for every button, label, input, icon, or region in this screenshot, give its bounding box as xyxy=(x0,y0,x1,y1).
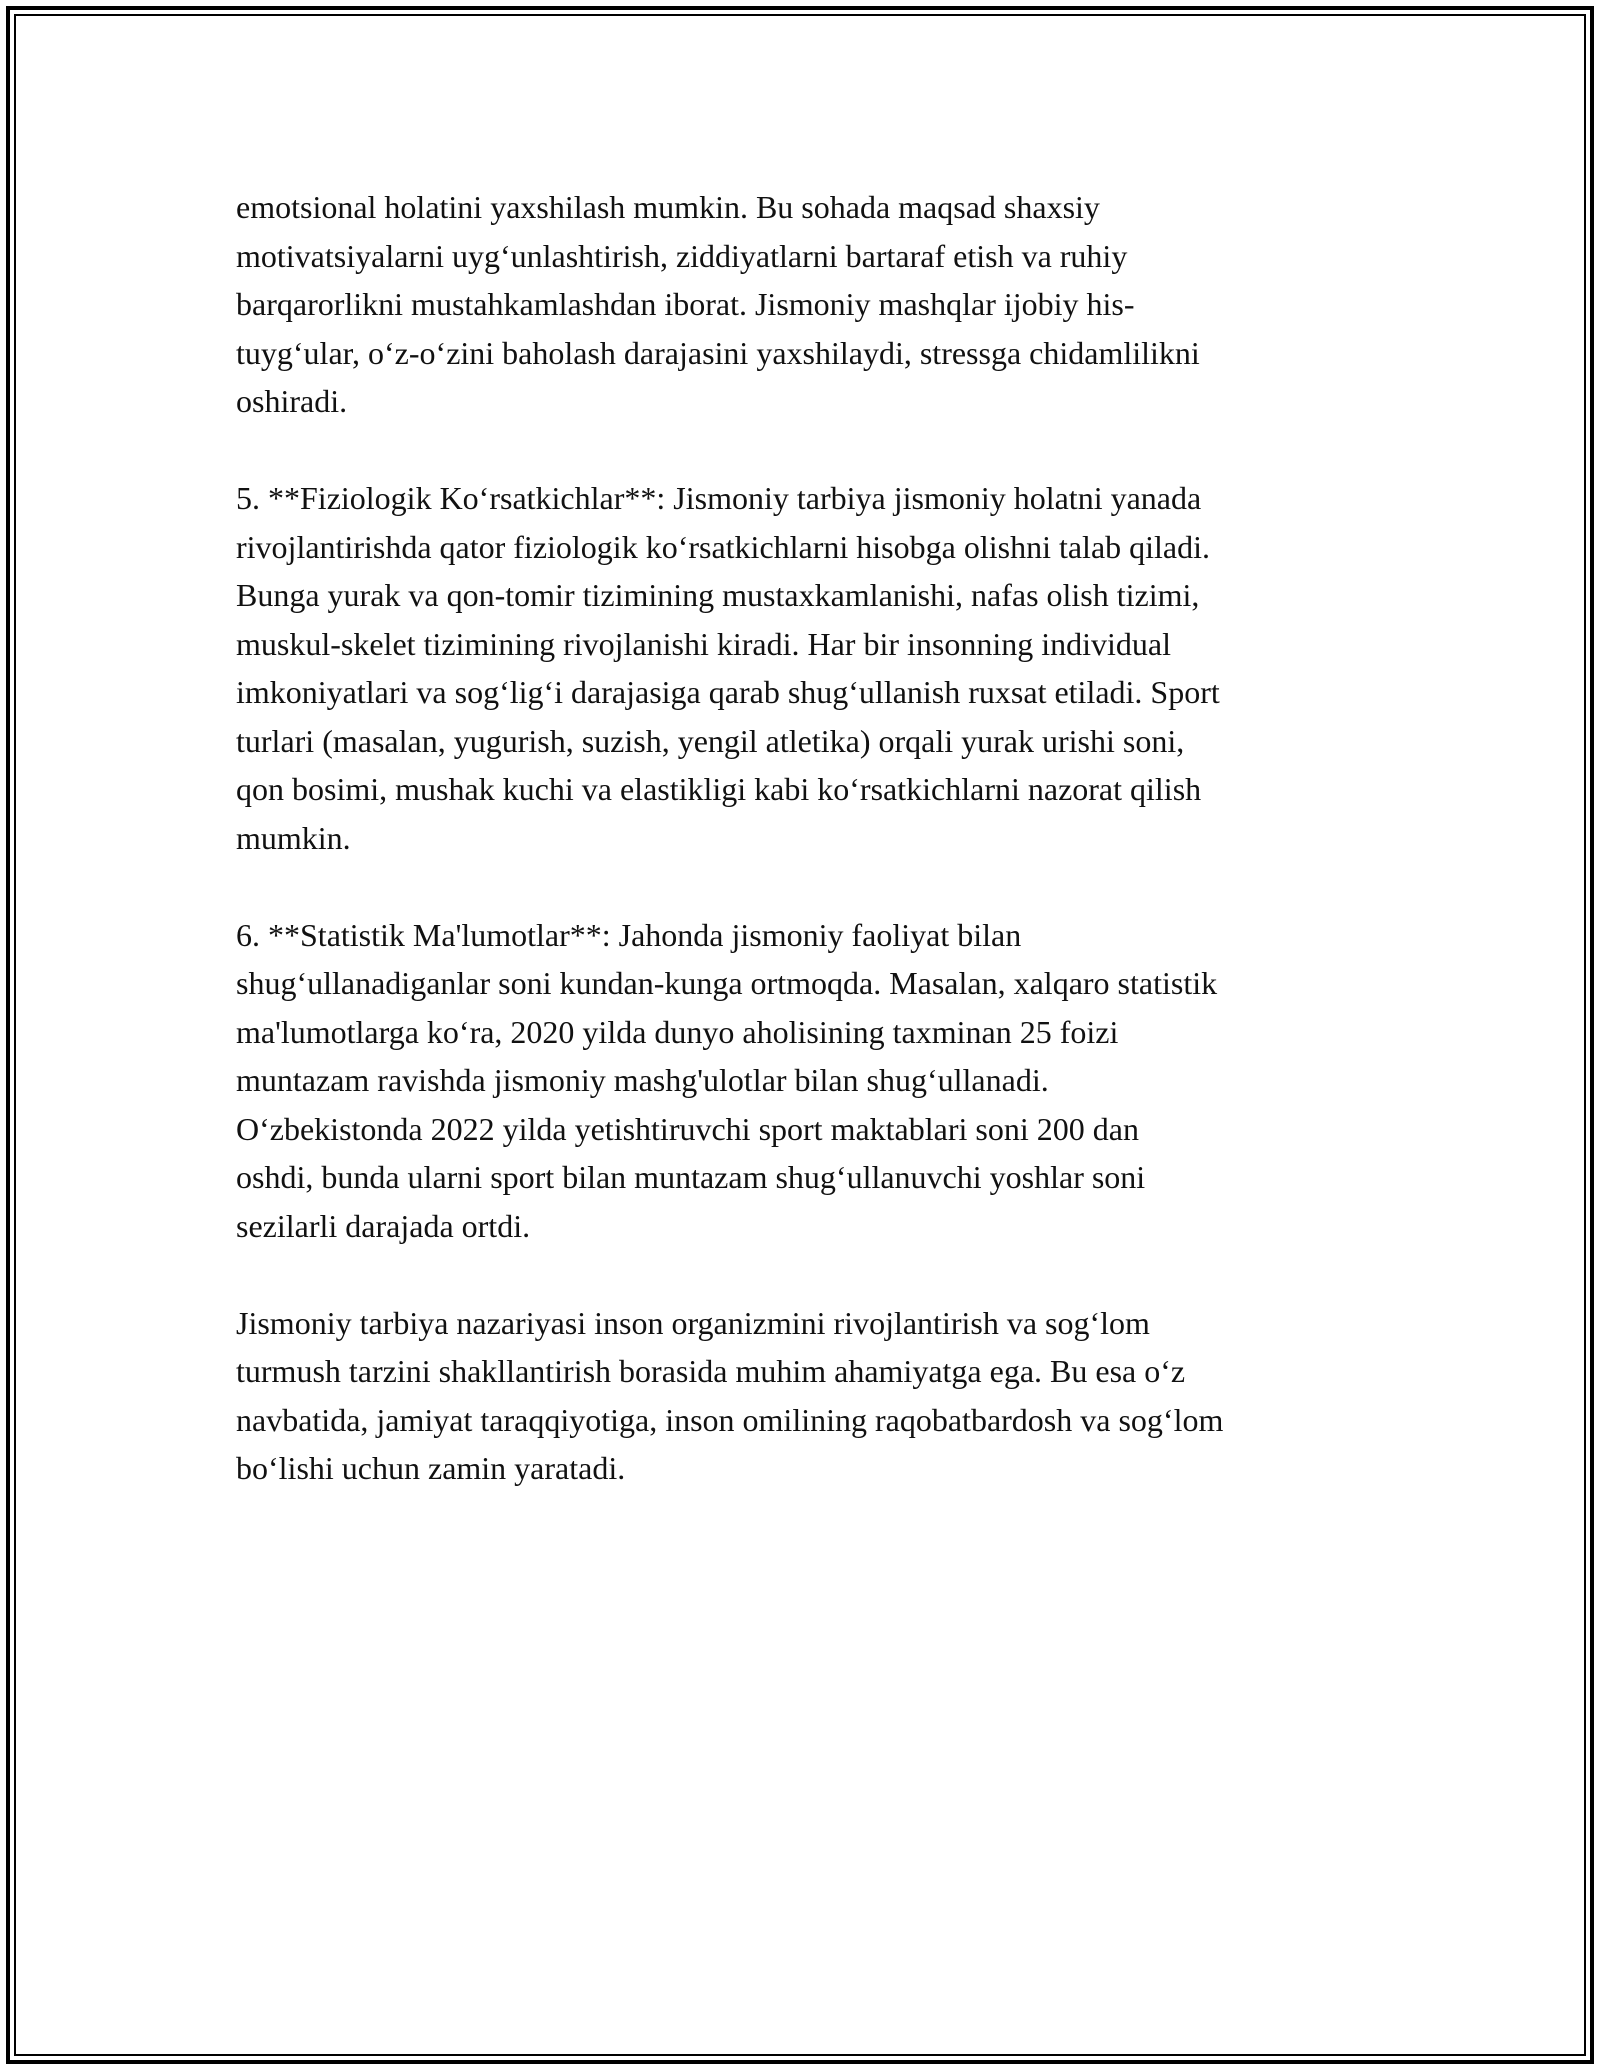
text-line: mumkin. xyxy=(236,819,351,856)
text-line: motivatsiyalarni uyg‘unlashtirish, ziddiyatlarni bartaraf etish va ruhiy xyxy=(236,237,1128,274)
paragraph-emotional-state xyxy=(236,183,1371,426)
text-line: qon bosimi, mushak kuchi va elastikligi kabi ko‘rsatkichlarni nazorat qilish xyxy=(236,771,1202,807)
text-line: muskul-skelet tizimining rivojlanishi kiradi. Har bir insonning individual xyxy=(236,625,1171,662)
text-line: turmush tarzini shakllantirish borasida muhim ahamiyatga ega. Bu esa o‘z xyxy=(236,1353,1186,1389)
text-line: turlari (masalan, yugurish, suzish, yengil atletika) orqali yurak urishi soni, xyxy=(236,722,1185,759)
text-line: oshiradi. xyxy=(236,383,348,419)
text-line: Bunga yurak va qon-tomir tizimining mustaxkamlanishi, nafas olish tizimi, xyxy=(236,577,1200,613)
text-line: rivojlantirishda qator fiziologik ko‘rsatkichlarni hisobga olishni talab qiladi. xyxy=(236,528,1211,565)
text-line: imkoniyatlari va sog‘lig‘i darajasiga qarab shug‘ullanish ruxsat etiladi. Sport xyxy=(236,674,1220,710)
text-line: navbatida, jamiyat taraqqiyotiga, inson omilining raqobatbardosh va sog‘lom xyxy=(236,1401,1224,1438)
text-line: 5. **Fiziologik Ko‘rsatkichlar**: Jismoniy tarbiya jismoniy holatni yanada xyxy=(236,480,1202,516)
paragraph-statistical-data xyxy=(236,911,1371,1251)
text-line: bo‘lishi uchun zamin yaratadi. xyxy=(236,1450,626,1486)
text-line: shug‘ullanadiganlar soni kundan-kunga ortmoqda. Masalan, xalqaro statistik xyxy=(236,965,1218,1001)
text-line: emotsional holatini yaxshilash mumkin. Bu sohada maqsad shaxsiy xyxy=(236,189,1100,225)
text-line: O‘zbekistonda 2022 yilda yetishtiruvchi sport maktablari soni 200 dan xyxy=(236,1110,1139,1147)
text-line: muntazam ravishda jismoniy mashg'ulotlar bilan shug‘ullanadi. xyxy=(236,1062,1049,1098)
document-body xyxy=(236,183,1371,1541)
text-line: 6. **Statistik Ma'lumotlar**: Jahonda jismoniy faoliyat bilan xyxy=(236,916,1022,953)
text-line: sezilarli darajada ortdi. xyxy=(236,1207,531,1244)
text-line: oshdi, bunda ularni sport bilan muntazam shug‘ullanuvchi yoshlar soni xyxy=(236,1159,1146,1195)
text-line: barqarorlikni mustahkamlashdan iborat. Jismoniy mashqlar ijobiy his- xyxy=(236,286,1135,322)
text-line: ma'lumotlarga ko‘ra, 2020 yilda dunyo aholisining taxminan 25 foizi xyxy=(236,1013,1119,1050)
text-line: Jismoniy tarbiya nazariyasi inson organizmini rivojlantirish va sog‘lom xyxy=(236,1304,1150,1341)
text-line: tuyg‘ular, o‘z-o‘zini baholash darajasini yaxshilaydi, stressga chidamlilikni xyxy=(236,334,1200,371)
paragraph-physiological-indicators xyxy=(236,474,1371,862)
paragraph-conclusion xyxy=(236,1299,1371,1493)
